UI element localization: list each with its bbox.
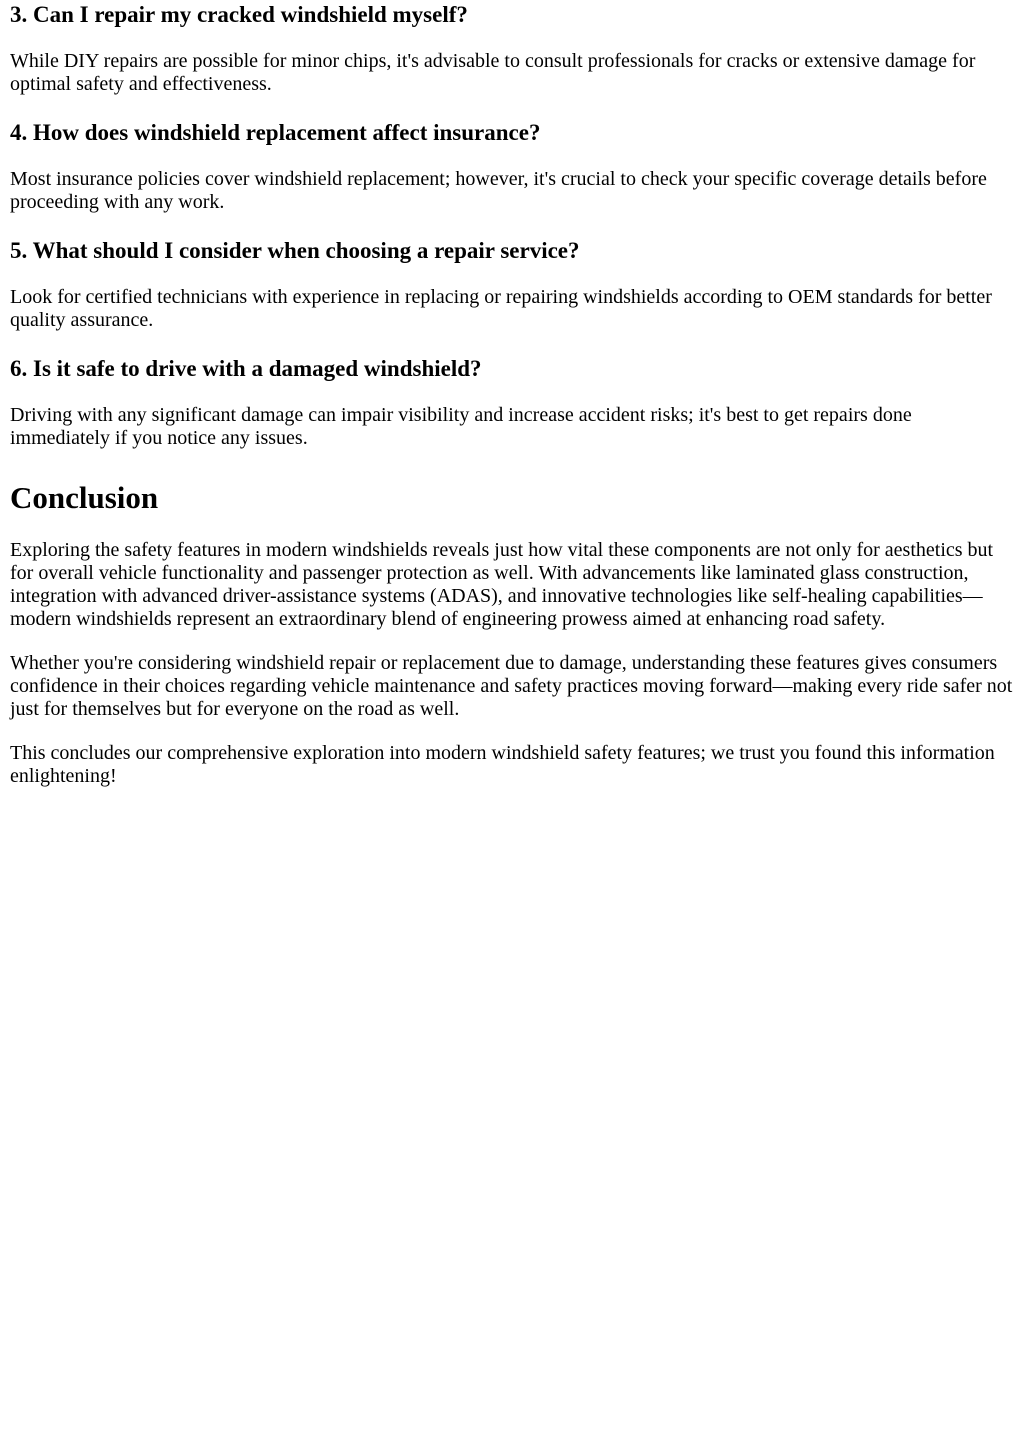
faq-question-3: 3. Can I repair my cracked windshield myself? — [10, 2, 468, 27]
faq-question-6: 6. Is it safe to drive with a damaged windshield? — [10, 356, 482, 381]
faq-answer-3: While DIY repairs are possible for minor chips, it's advisable to consult professionals for cracks or extensive damage for optimal safety and effectiveness. — [10, 50, 976, 95]
faq-answer-5: Look for certified technicians with experience in replacing or repairing windshields according to OEM standards for better quality assurance. — [10, 286, 992, 331]
conclusion-heading: Conclusion — [10, 480, 159, 515]
faq-answer-6: Driving with any significant damage can impair visibility and increase accident risks; it's best to get repairs done immediately if you notice any issues. — [10, 404, 912, 449]
conclusion-section — [10, 480, 1014, 788]
conclusion-paragraph: This concludes our comprehensive exploration into modern windshield safety features; we trust you found this information enlightening! — [10, 742, 995, 787]
faq-question-5: 5. What should I consider when choosing a repair service? — [10, 238, 580, 263]
faq-section — [10, 1, 1014, 450]
conclusion-paragraph: Exploring the safety features in modern windshields reveals just how vital these components are not only for aesthetics but for overall vehicle functionality and passenger protection as well. With advancements like laminated glass construction, integration with advanced driver-assistance systems (ADAS), and innovative technologies like self-healing capabilities—modern windshields represent an extraordinary blend of engineering prowess aimed at enhancing road safety. — [10, 539, 994, 630]
faq-answer-4: Most insurance policies cover windshield replacement; however, it's crucial to check your specific coverage details before proceeding with any work. — [10, 168, 987, 213]
conclusion-paragraph: Whether you're considering windshield repair or replacement due to damage, understanding these features gives consumers confidence in their choices regarding vehicle maintenance and safety practices moving forward—making every ride safer not just for themselves but for everyone on the road as well. — [10, 652, 1013, 720]
article-body — [0, 1, 1024, 788]
faq-question-4: 4. How does windshield replacement affect insurance? — [10, 120, 541, 145]
